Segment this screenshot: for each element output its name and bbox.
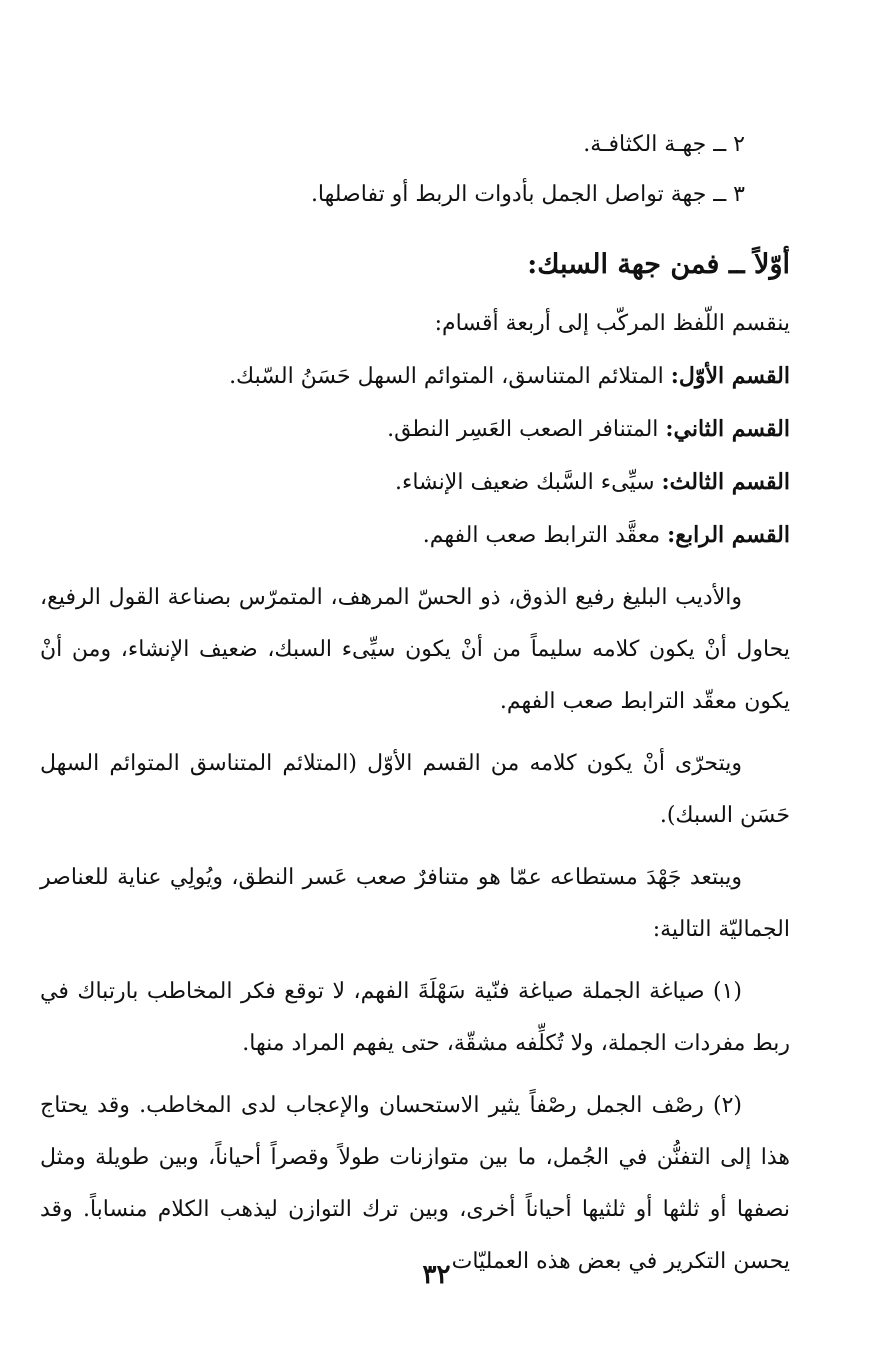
intro-line: ينقسم اللّفظ المركّب إلى أربعة أقسام: — [434, 311, 790, 336]
paragraph-3: ويبتعد جَهْدَ مستطاعه عمّا هو متنافرٌ صعب عَسر النطق، ويُولِي عناية للعناصر الجماليّة التالية: — [40, 865, 790, 942]
section-4 — [40, 509, 790, 562]
page-body — [40, 120, 790, 1298]
section-2 — [40, 403, 790, 456]
section-2-text: المتنافر الصعب العَسِر النطق. — [387, 417, 659, 442]
paragraph-4: (١) صياغة الجملة صياغة فنّية سَهْلَةَ الفهم، لا توقع فكر المخاطب بارتباك في ربط مفردات الجملة، ولا تُكلِّفه مشقّة، حتى يفهم المراد منها. — [40, 979, 790, 1056]
page-number: ٣٢ — [422, 1260, 451, 1290]
section-3 — [40, 456, 790, 509]
list-item-3: ٣ ــ جهة تواصل الجمل بأدوات الربط أو تفاصلها. — [310, 182, 745, 207]
paragraph-1: والأديب البليغ رفيع الذوق، ذو الحسّ المرهف، المتمرّس بصناعة القول الرفيع، يحاول أنْ يكون كلامه سليماً من أنْ يكون سيِّىء السبك، ضعيف الإنشاء، ومن أنْ يكون معقّد الترابط صعب الفهم. — [40, 585, 790, 714]
list-item-2: ٢ ــ جهـة الكثافـة. — [583, 132, 745, 157]
section-1-text: المتلائم المتناسق، المتوائم السهل حَسَنُ السّبك. — [229, 364, 664, 389]
section-3-text: سيِّىء السَّبك ضعيف الإنشاء. — [395, 470, 655, 495]
section-heading: أوّلاً ــ فمن جهة السبك: — [527, 249, 790, 280]
section-1 — [40, 350, 790, 403]
section-2-label: القسم الثاني: — [665, 416, 790, 442]
section-4-text: معقَّد الترابط صعب الفهم. — [422, 523, 661, 548]
section-4-label: القسم الرابع: — [667, 522, 790, 548]
section-1-label: القسم الأوّل: — [670, 363, 790, 389]
section-3-label: القسم الثالث: — [661, 469, 790, 495]
paragraph-2: ويتحرّى أنْ يكون كلامه من القسم الأوّل (المتلائم المتناسق المتوائم السهل حَسَن السبك). — [40, 751, 790, 828]
paragraph-5: (٢) رصْف الجمل رصْفاً يثير الاستحسان والإعجاب لدى المخاطب. وقد يحتاج هذا إلى التفنُّن في الجُمل، ما بين متوازنات طولاً وقصراً أحياناً، وبين طويلة ومثل نصفها أو ثلثها أو ثلثيها أحياناً أخرى، وبين ترك التوازن ليذهب الكلام منساباً. وقد يحسن التكرير في بعض هذه العمليّات. — [40, 1093, 790, 1274]
